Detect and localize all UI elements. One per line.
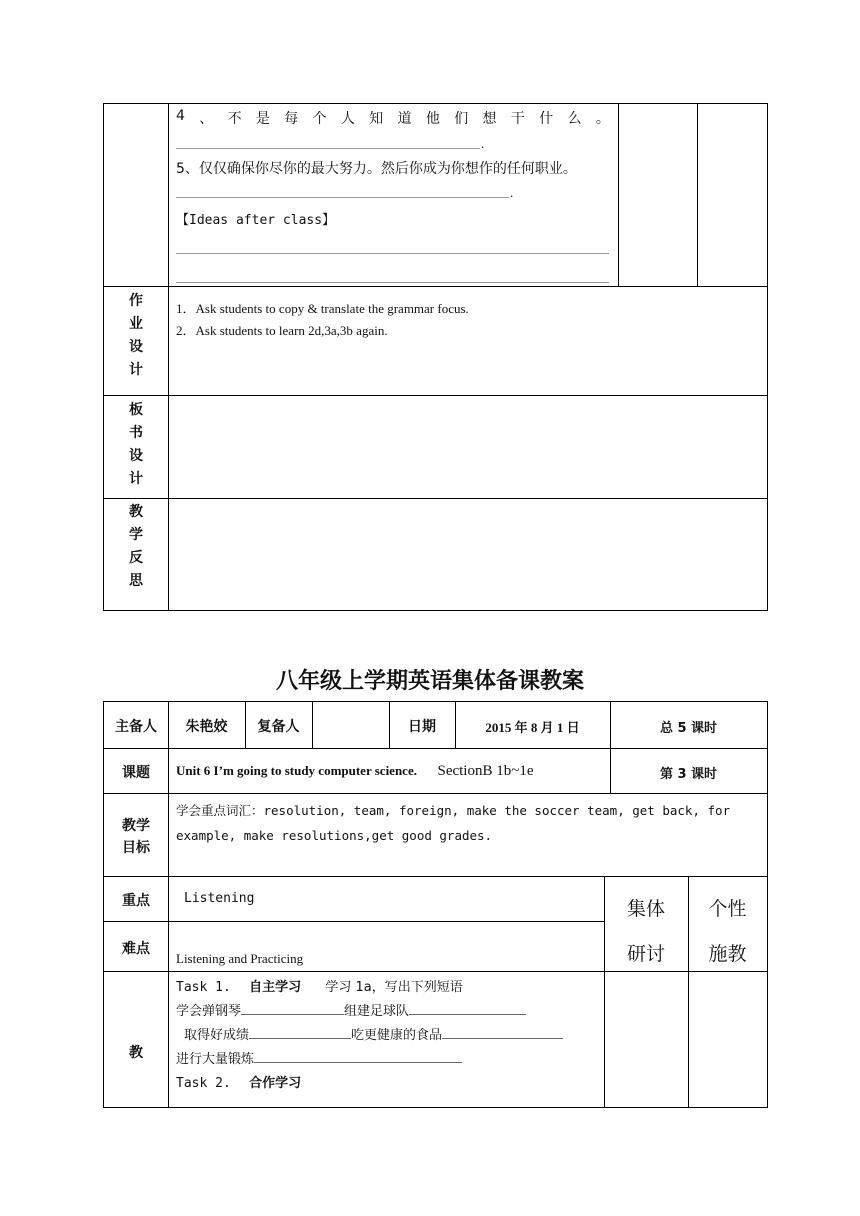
- table-border: [103, 793, 768, 794]
- table-border: [103, 610, 768, 611]
- item4-period: .: [481, 136, 485, 151]
- answer-blank[interactable]: [249, 1026, 351, 1039]
- board-design-label: 板 书 设 计: [129, 402, 143, 487]
- key-point-label: 重点: [122, 893, 150, 909]
- section-name: SectionB 1b~1e: [437, 763, 534, 779]
- homework-list: [176, 298, 469, 342]
- ideas-after-class-label: 【Ideas after class】: [176, 213, 336, 228]
- date-label: 日期: [408, 719, 436, 735]
- table-border: [697, 103, 698, 286]
- answer-blank[interactable]: [176, 148, 480, 149]
- topic-title: Unit 6 I’m going to study computer science.: [176, 763, 417, 778]
- homework-label: 作 业 设 计: [129, 293, 143, 378]
- item5-sentence: 5、仅仅确保你尽你的最大努力。然后你成为你想作的任何职业。: [176, 161, 577, 177]
- table-border: [103, 701, 768, 702]
- key-point-content: Listening: [184, 891, 255, 906]
- teaching-process-label: 教: [129, 1045, 143, 1061]
- list-item: 1．Ask students to copy & translate the grammar focus.: [176, 301, 469, 316]
- table-border: [618, 103, 619, 286]
- total-hours: 总 5 课时: [659, 721, 718, 736]
- answer-blank[interactable]: [409, 1002, 526, 1015]
- difficulty-label: 难点: [122, 941, 150, 957]
- answer-blank[interactable]: [176, 197, 509, 198]
- table-border: [767, 103, 768, 611]
- ideas-line[interactable]: [176, 253, 609, 254]
- table-border: [103, 1107, 768, 1108]
- item5-period: .: [510, 185, 514, 200]
- task-1: Task 1. 自主学习 学习 1a，写出下列短语: [176, 980, 463, 995]
- ideas-line[interactable]: [176, 282, 609, 283]
- teaching-reflection-label: 教 学 反 思: [129, 504, 143, 589]
- group-discussion-header: 集体 研讨: [626, 898, 665, 965]
- topic-value: [176, 763, 534, 780]
- task-2: Task 2. 合作学习: [176, 1076, 302, 1091]
- table-border: [767, 701, 768, 1108]
- table-border: [103, 921, 605, 922]
- topic-label: 课题: [122, 765, 150, 781]
- list-item: 2．Ask students to learn 2d,3a,3b again.: [176, 323, 388, 338]
- date-value: 2015 年 8 月 1 日: [485, 720, 580, 735]
- answer-blank[interactable]: [442, 1026, 563, 1039]
- teaching-goals-content: 学会重点词汇：resolution, team, foreign, make the soccer team, get back, for example, make resolutions,get good grades.: [176, 803, 731, 843]
- phrase-row-3: 进行大量锻炼: [176, 1048, 462, 1072]
- preparer-name: 朱艳姣: [185, 719, 228, 735]
- table-border: [312, 701, 313, 748]
- table-border: [103, 395, 768, 396]
- difficulty-content: Listening and Practicing: [176, 951, 304, 966]
- lesson-number: 第 3 课时: [659, 767, 718, 782]
- table-border: [103, 876, 768, 877]
- table-border: [103, 103, 768, 104]
- answer-blank[interactable]: [254, 1050, 462, 1063]
- teaching-goals-label: 教学 目标: [122, 818, 150, 856]
- item4-sentence: 4 、 不 是 每 个 人 知 道 他 们 想 干 什 么 。: [176, 108, 610, 127]
- phrase-row-2: 取得好成绩 吃更健康的食品: [184, 1024, 563, 1048]
- individual-teaching-header: 个性 施教: [708, 898, 747, 965]
- table-border: [103, 498, 768, 499]
- answer-blank[interactable]: [241, 1002, 344, 1015]
- table-border: [103, 286, 768, 287]
- phrase-row-1: 学会弹钢琴 组建足球队: [176, 1000, 526, 1024]
- page-title: 八年级上学期英语集体备课教案: [275, 669, 584, 694]
- co-preparer-label: 复备人: [257, 719, 300, 735]
- table-border: [103, 748, 768, 749]
- preparer-label: 主备人: [115, 719, 157, 735]
